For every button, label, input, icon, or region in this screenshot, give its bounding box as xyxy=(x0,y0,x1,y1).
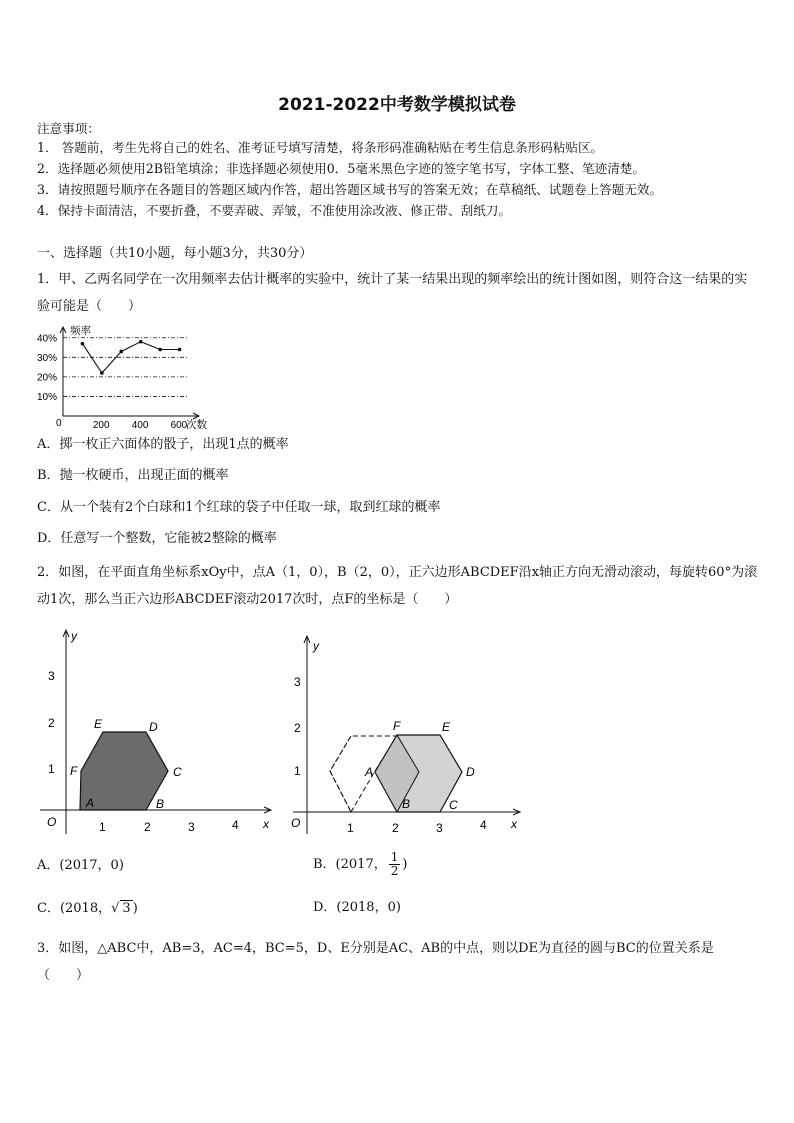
left-ytick-1: 1 xyxy=(48,762,55,776)
right-point-c: C xyxy=(449,798,458,812)
right-point-a: A xyxy=(365,765,374,779)
left-point-c: C xyxy=(173,765,182,779)
right-ytick-1: 1 xyxy=(294,764,301,778)
chart-x-tick-label: 200 xyxy=(92,420,110,431)
q2-option-b-suffix: ) xyxy=(402,857,408,872)
fraction-numerator: 1 xyxy=(390,850,399,864)
q2-option-c xyxy=(37,900,138,917)
q1-option-b: B．抛一枚硬币，出现正面的概率 xyxy=(37,468,229,483)
hexagon-figure-left xyxy=(30,624,280,840)
q1-option-c: C．从一个装有2个白球和1个红球的袋子中任取一球，取到红球的概率 xyxy=(37,500,441,515)
q2-option-b-fraction xyxy=(389,851,401,878)
chart-origin-label: 0 xyxy=(56,418,62,429)
frequency-chart xyxy=(36,324,216,434)
fraction-denominator: 2 xyxy=(390,864,399,878)
left-x-label: x xyxy=(263,817,269,831)
right-point-f: F xyxy=(393,719,401,733)
left-point-e: E xyxy=(94,717,103,731)
chart-data-point xyxy=(139,340,143,344)
notice-item-4: 4．保持卡面清洁，不要折叠，不要弄破、弄皱，不准使用涂改液、修正带、刮纸刀。 xyxy=(37,203,511,218)
left-xtick-1: 1 xyxy=(99,820,106,834)
q2-stem: 2．如图，在平面直角坐标系xOy中，点A（1，0），B（2，0），正六边形ABCDEF沿x轴正方向无滑动滚动，每旋转60°为滚动1次，那么当正六边形ABCDEF滚动2017次时，点F的坐标是（ ） xyxy=(37,565,758,607)
q2-option-c-prefix: C．(2018， xyxy=(37,901,112,916)
right-xtick-3: 3 xyxy=(436,821,443,835)
left-point-a: A xyxy=(86,796,95,810)
notice-item-1: 1． 答题前，考生先将自己的姓名、准考证号填写清楚，将条形码准确粘贴在考生信息条形码粘贴区。 xyxy=(37,140,604,155)
left-y-label: y xyxy=(71,629,77,643)
right-xtick-4: 4 xyxy=(480,818,487,832)
left-point-b: B xyxy=(156,797,165,811)
right-origin: O xyxy=(291,816,301,830)
chart-y-tick-label: 10% xyxy=(37,391,58,403)
chart-x-label: 次数 xyxy=(186,419,207,431)
page-title: 2021-2022中考数学模拟试卷 xyxy=(278,95,516,115)
chart-y-label: 频率 xyxy=(70,325,91,337)
q2-option-a: A．(2017，0) xyxy=(37,858,124,873)
hexagon-figure-right xyxy=(285,628,535,844)
chart-data-point xyxy=(100,371,104,375)
chart-y-tick-label: 40% xyxy=(37,333,58,345)
sqrt-radicand: 3 xyxy=(122,901,131,916)
q2-option-c-suffix: ) xyxy=(132,901,138,916)
notice-item-2: 2．选择题必须使用2B铅笔填涂；非选择题必须使用0．5毫米黑色字迹的签字笔书写，字体工整、笔迹清楚。 xyxy=(37,161,646,176)
section-heading: 一、选择题（共10小题，每小题3分，共30分） xyxy=(37,246,313,261)
q1-option-a: A．掷一枚正六面体的骰子，出现1点的概率 xyxy=(37,437,289,452)
right-xtick-2: 2 xyxy=(392,821,399,835)
chart-grid xyxy=(63,338,189,397)
left-ytick-2: 2 xyxy=(48,716,55,730)
q2-option-b xyxy=(313,851,407,878)
right-point-e: E xyxy=(442,720,451,734)
right-ytick-2: 2 xyxy=(294,721,301,735)
left-origin: O xyxy=(47,815,57,829)
notice-item-3: 3．请按照题号顺序在各题目的答题区域内作答，超出答题区域书写的答案无效；在草稿纸、试题卷上答题无效。 xyxy=(37,182,663,197)
sqrt-sign: √ xyxy=(111,901,120,916)
chart-data-point xyxy=(158,348,162,352)
left-ytick-3: 3 xyxy=(48,669,55,683)
right-y-label: y xyxy=(313,639,319,653)
chart-y-tick-label: 20% xyxy=(37,372,58,384)
q2-option-b-prefix: B．(2017， xyxy=(313,857,387,872)
chart-x-tick-label: 600 xyxy=(170,420,188,431)
left-point-f: F xyxy=(70,764,78,778)
right-x-label: x xyxy=(511,817,517,831)
left-xtick-4: 4 xyxy=(232,818,239,832)
chart-x-tick-label: 400 xyxy=(131,420,149,431)
left-xtick-2: 2 xyxy=(144,820,151,834)
hexagon-dashed-edge xyxy=(330,736,351,812)
q1-option-d: D．任意写一个整数，它能被2整除的概率 xyxy=(37,531,277,546)
q3-stem: 3．如图，△ABC中，AB=3，AC=4，BC=5，D、E分别是AC、AB的中点，则以DE为直径的圆与BC的位置关系是（ ） xyxy=(37,941,714,983)
right-ytick-3: 3 xyxy=(294,675,301,689)
right-point-d: D xyxy=(466,765,475,779)
q1-stem: 1．甲、乙两名同学在一次用频率去估计概率的实验中，统计了某一结果出现的频率绘出的统计图如图，则符合这一结果的实验可能是（ ） xyxy=(37,272,748,314)
chart-y-tick-label: 30% xyxy=(37,352,58,364)
right-point-b: B xyxy=(402,797,411,811)
left-point-d: D xyxy=(149,720,158,734)
chart-data-point xyxy=(119,350,123,354)
q2-option-d: D．(2018，0) xyxy=(313,900,401,915)
left-xtick-3: 3 xyxy=(188,820,195,834)
chart-data-point xyxy=(178,348,182,352)
chart-data-point xyxy=(81,342,85,346)
right-xtick-1: 1 xyxy=(347,821,354,835)
notice-heading: 注意事项： xyxy=(37,121,100,136)
